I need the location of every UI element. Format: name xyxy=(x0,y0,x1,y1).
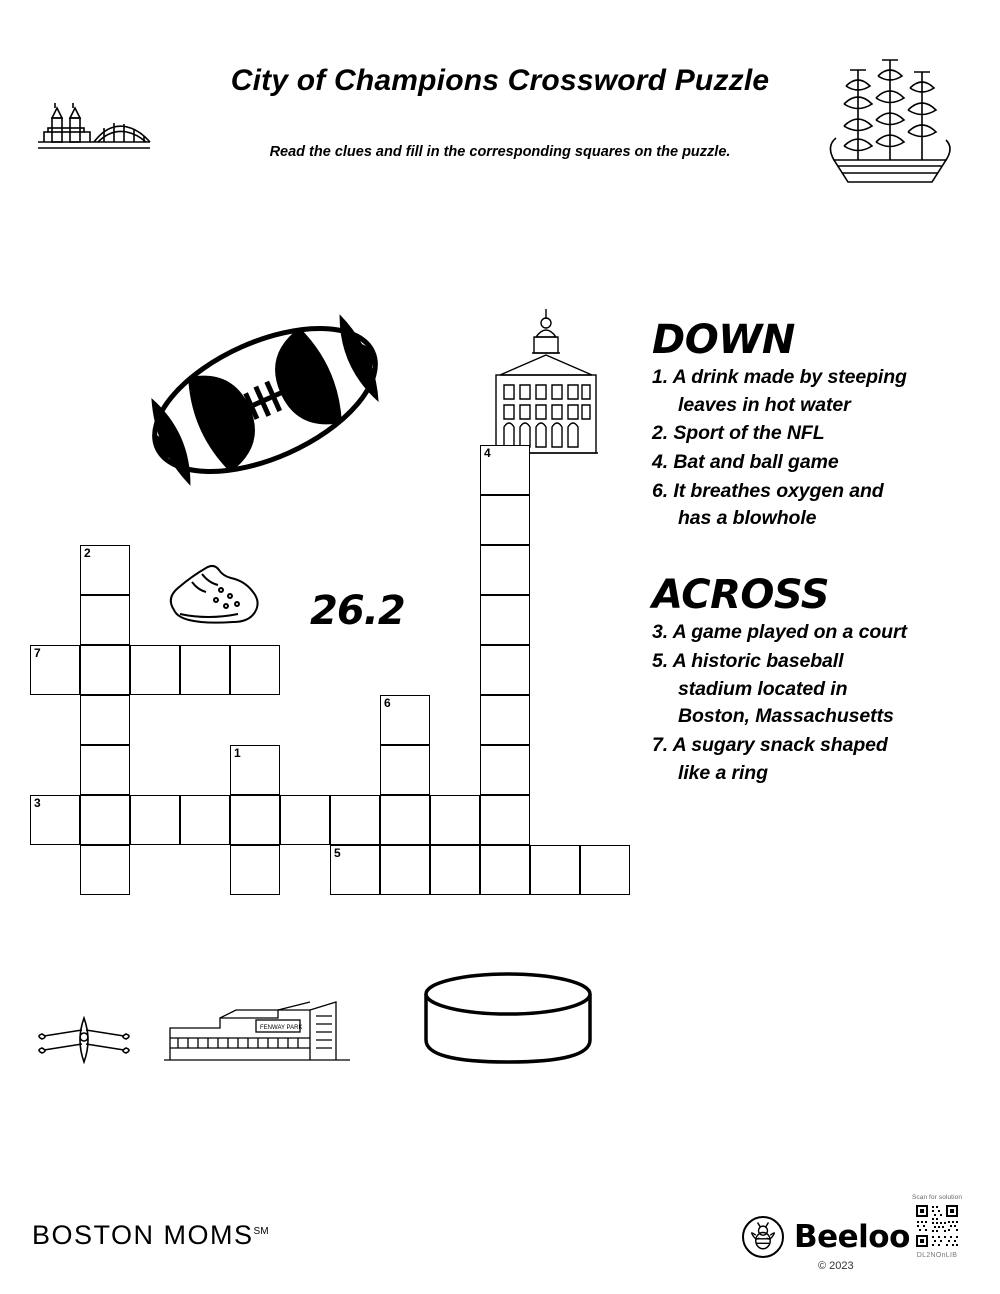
qr-label: Scan for solution xyxy=(911,1194,963,1201)
crossword-cell[interactable] xyxy=(230,795,280,845)
beeloo-wordmark: Beeloo xyxy=(794,1219,910,1255)
crossword-cell[interactable] xyxy=(480,645,530,695)
crossword-cell[interactable] xyxy=(480,845,530,895)
bee-icon xyxy=(742,1216,784,1258)
clue-across-7 xyxy=(652,732,922,787)
crossword-cell[interactable] xyxy=(480,595,530,645)
crossword-cell[interactable] xyxy=(80,695,130,745)
football-icon xyxy=(140,300,390,500)
clue-down-4 xyxy=(652,449,922,477)
clues-panel xyxy=(652,317,922,788)
service-mark: SM xyxy=(253,1226,269,1237)
crossword-cell[interactable] xyxy=(380,695,430,745)
cell-number: 4 xyxy=(484,446,491,460)
crossword-cell[interactable] xyxy=(580,845,630,895)
across-clue-list xyxy=(652,619,922,787)
cell-number: 1 xyxy=(234,746,241,760)
marathon-distance-text: 26.2 xyxy=(310,588,405,634)
down-clue-list xyxy=(652,364,922,533)
crossword-cell[interactable] xyxy=(130,795,180,845)
page-footer xyxy=(0,1180,1000,1294)
hockey-puck-icon xyxy=(418,972,598,1072)
boston-moms-text: BOSTON MOMS xyxy=(32,1220,254,1250)
crossword-cell[interactable] xyxy=(480,695,530,745)
crossword-cell[interactable] xyxy=(480,745,530,795)
clue-down-1 xyxy=(652,364,922,419)
running-shoe-icon xyxy=(158,552,263,637)
crossword-cell[interactable] xyxy=(430,845,480,895)
crossword-cell[interactable] xyxy=(130,645,180,695)
clue-across-5 xyxy=(652,648,922,731)
crossword-cell[interactable] xyxy=(330,795,380,845)
clue-text: A drink made by steeping leaves in hot water xyxy=(668,366,907,416)
clue-text: Bat and ball game xyxy=(668,451,839,474)
copyright-text: © 2023 xyxy=(818,1260,854,1272)
crossword-cell[interactable] xyxy=(480,545,530,595)
crossword-cell[interactable] xyxy=(480,795,530,845)
crossword-cell[interactable] xyxy=(380,795,430,845)
cell-number: 6 xyxy=(384,696,391,710)
boston-moms-logo xyxy=(32,1220,269,1251)
crossword-cell[interactable] xyxy=(80,745,130,795)
qr-block[interactable] xyxy=(906,1194,968,1259)
faneuil-hall-icon xyxy=(486,305,606,460)
rowing-scull-icon xyxy=(34,1010,134,1070)
clue-number: 4. xyxy=(652,451,669,474)
page-title: City of Champions Crossword Puzzle xyxy=(230,64,770,97)
cell-number: 2 xyxy=(84,546,91,560)
crossword-cell[interactable] xyxy=(480,445,530,495)
crossword-cell[interactable] xyxy=(80,795,130,845)
crossword-cell[interactable] xyxy=(380,845,430,895)
cell-number: 7 xyxy=(34,646,41,660)
crossword-cell[interactable] xyxy=(180,795,230,845)
clue-number: 2. xyxy=(652,422,669,445)
clue-number: 3. xyxy=(652,621,669,644)
crossword-cell[interactable] xyxy=(280,795,330,845)
clue-across-3 xyxy=(652,619,922,647)
clue-text: It breathes oxygen and has a blowhole xyxy=(668,479,884,530)
crossword-cell[interactable] xyxy=(80,645,130,695)
crossword-cell[interactable] xyxy=(80,595,130,645)
crossword-cell[interactable] xyxy=(30,645,80,695)
svg-text:FENWAY PARK: FENWAY PARK xyxy=(260,1025,303,1031)
crossword-cell[interactable] xyxy=(230,745,280,795)
crossword-cell[interactable] xyxy=(80,845,130,895)
cell-number: 5 xyxy=(334,846,341,860)
crossword-cell[interactable] xyxy=(480,495,530,545)
clue-number: 6. xyxy=(652,479,669,502)
clue-down-2 xyxy=(652,420,922,448)
page-subtitle: Read the clues and fill in the corresponding squares on the puzzle. xyxy=(269,144,731,160)
crossword-cell[interactable] xyxy=(180,645,230,695)
clue-down-6 xyxy=(652,478,922,533)
clue-number: 5. xyxy=(652,649,669,672)
crossword-cell[interactable] xyxy=(230,845,280,895)
crossword-cell[interactable] xyxy=(30,795,80,845)
qr-id-text: DL2NOnLIB xyxy=(916,1252,958,1259)
across-heading: ACROSS xyxy=(652,572,830,619)
clue-text: Sport of the NFL xyxy=(668,422,825,445)
down-heading: DOWN xyxy=(652,317,795,363)
crossword-cell[interactable] xyxy=(530,845,580,895)
clue-number: 7. xyxy=(652,733,669,756)
clue-number: 1. xyxy=(652,366,669,388)
clue-text: A historic baseball stadium located in Boston, Massachusetts xyxy=(668,649,894,728)
cell-number: 3 xyxy=(34,796,41,810)
tall-ship-icon xyxy=(820,42,960,192)
crossword-cell[interactable] xyxy=(80,545,130,595)
clue-text: A sugary snack shaped like a ring xyxy=(668,733,888,784)
crossword-cell[interactable] xyxy=(430,795,480,845)
crossword-cell[interactable] xyxy=(380,745,430,795)
crossword-cell[interactable] xyxy=(230,645,280,695)
qr-code-icon[interactable] xyxy=(914,1203,960,1249)
beeloo-logo xyxy=(742,1216,910,1258)
clue-text: A game played on a court xyxy=(668,621,907,644)
fenway-park-icon xyxy=(160,980,355,1070)
crossword-cell[interactable] xyxy=(330,845,380,895)
